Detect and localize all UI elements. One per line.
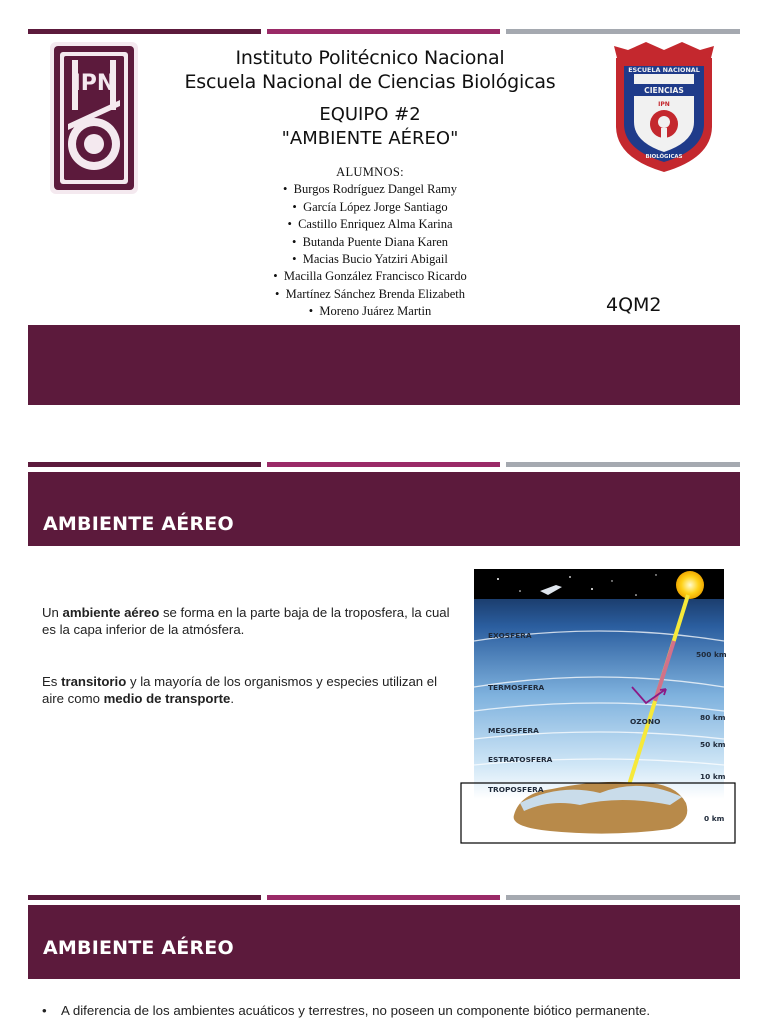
student-item: • García López Jorge Santiago [240,199,500,216]
altitude-label-80: 80 km [700,713,726,722]
altitude-label-50: 50 km [700,740,726,749]
encb-seal [606,40,722,176]
top-stripe-dark [28,29,261,34]
layer-label-mesosfera: MESOSFERA [488,726,539,735]
p1-bold: ambiente aéreo [62,605,160,620]
layer-label-exosfera: EXOSFERA [488,631,532,640]
student-item: • Castillo Enriquez Alma Karina [240,216,500,233]
p2-text: Es [42,674,62,689]
top-stripe-mid [267,29,500,34]
p2-bold-1: transitorio [61,674,127,689]
student-item: • Martínez Sánchez Brenda Elizabeth [240,286,500,303]
students-list [240,164,500,321]
students-header: ALUMNOS: [336,165,404,179]
encb-seal-bottom-text: BIOLÓGICAS [645,154,683,160]
layer-label-troposfera: TROPOSFERA [488,785,544,794]
p2-text-end: . [230,691,235,706]
student-item: • Moreno Juárez Martin [240,303,500,320]
slide3-stripe-dark [28,895,261,900]
school-name: Escuela Nacional de Ciencias Biológicas [184,71,556,93]
title-block [140,46,600,151]
atmosphere-diagram [460,569,738,845]
ipn-logo [48,40,140,196]
institution-name: Instituto Politécnico Nacional [235,47,505,69]
slide2-paragraph-2 [42,673,462,707]
ozone-label: OZONO [630,717,661,726]
ipn-logo-text: IPN [72,71,116,96]
altitude-label-500: 500 km [696,650,727,659]
encb-seal-band-text: CIENCIAS [644,86,684,95]
slide3-stripe-mid [267,895,500,900]
student-item: • Macias Bucio Yatziri Abigail [240,251,500,268]
team-name: EQUIPO #2 [319,104,421,125]
title-slide-band [28,325,740,405]
top-stripe-gray [506,29,740,34]
slide3-bullet-text: A diferencia de los ambientes acuáticos y terrestres, no poseen un componente biótico permanente. [61,1003,651,1018]
presentation-topic: "AMBIENTE AÉREO" [281,128,459,149]
slide2-stripe-mid [267,462,500,467]
slide2-paragraph-1 [42,604,462,638]
student-item: • Burgos Rodríguez Dangel Ramy [240,181,500,198]
encb-seal-tag: IPN [658,101,670,108]
layer-label-termosfera: TERMOSFERA [488,683,545,692]
altitude-label-10: 10 km [700,772,726,781]
p1-text-end: se forma en la parte baja de la troposfera, la cual es la capa inferior de la atmósfera. [42,605,450,637]
p2-bold-2: medio de transporte [103,691,231,706]
slide2-title: AMBIENTE AÉREO [28,472,740,546]
p2-text-mid: y la mayoría de los organismos y especies utilizan el aire como [42,674,438,706]
p1-text: Un [42,605,63,620]
slide3-stripe-gray [506,895,740,900]
layer-label-estratosfera: ESTRATOSFERA [488,755,553,764]
encb-seal-ring-text: ESCUELA NACIONAL [628,66,700,74]
student-item: • Butanda Puente Diana Karen [240,234,500,251]
group-code: 4QM2 [606,294,662,316]
slide2-stripe-gray [506,462,740,467]
sun-icon [676,571,704,599]
bullet-icon: • [42,1003,47,1018]
slide3-title: AMBIENTE AÉREO [28,905,740,979]
student-item: • Macilla González Francisco Ricardo [240,268,500,285]
altitude-label-0: 0 km [704,814,725,823]
slide3-bullet [42,1003,732,1018]
slide2-stripe-dark [28,462,261,467]
